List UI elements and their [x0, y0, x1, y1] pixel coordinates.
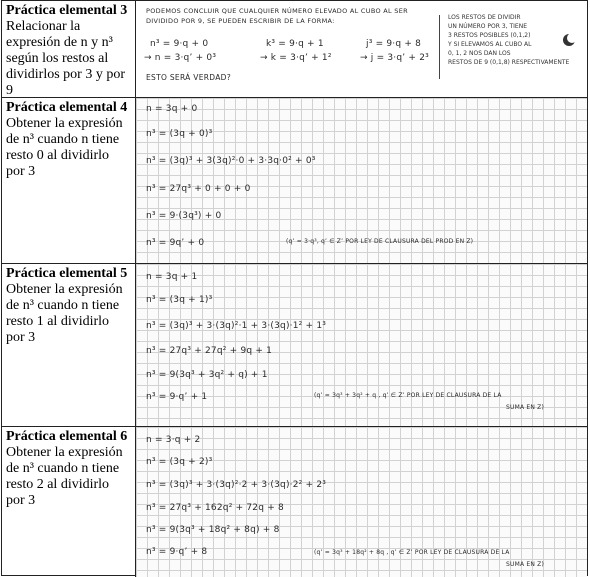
hw-line: n = 3·q + 2 [146, 435, 201, 445]
practice-row-5 [2, 264, 587, 427]
hw-line: n = 3q + 0 [146, 104, 198, 114]
hw-side-line: 3 RESTOS POSIBLES (0,1,2) [448, 32, 531, 39]
hw-line: n³ = 9·q’ + 1 [146, 392, 208, 402]
hw-line: n³ = 9(3q³ + 18q² + 8q) + 8 [146, 525, 280, 535]
practice-row-3 [2, 1, 587, 98]
practice-title: Práctica elemental 3 [6, 3, 128, 18]
hw-line: n³ = (3q)³ + 3·(3q)²·2 + 3·(3q)·2² + 2³ [146, 480, 327, 490]
hw-line: n³ = 27q³ + 162q² + 72q + 8 [146, 503, 284, 513]
hw-line: n³ = 9·(3q³) + 0 [146, 211, 222, 221]
hw-formula: j³ = 9·q + 8 [366, 39, 422, 49]
practice-description-cell [2, 427, 136, 577]
hw-formula: → j = 3·q’ + 2³ [360, 53, 429, 63]
hw-note: SUMA EN Z) [506, 404, 545, 411]
hw-question: ESTO SERÁ VERDAD? [146, 73, 231, 82]
hw-side-line: UN NÚMERO POR 3, TIENE [448, 23, 527, 30]
hw-side-line: RESTOS DE 9 (0,1,8) RESPECTIVAMENTE [448, 59, 570, 66]
hw-line: n³ = 27q³ + 0 + 0 + 0 [146, 184, 251, 194]
handwritten-work [136, 264, 587, 426]
practice-table [1, 0, 588, 576]
divider-line [439, 15, 440, 79]
hw-line: n³ = 9·q’ + 8 [146, 547, 208, 557]
handwritten-work [136, 98, 587, 263]
practice-description: Obtener la expresión de n³ cuando n tiene resto 1 al dividirlo por 3 [6, 282, 123, 345]
hw-side-line: 0, 1, 2 NOS DAN LOS [448, 50, 511, 57]
practice-title: Práctica elemental 5 [6, 266, 128, 281]
hw-side-line: Y SI ELEVAMOS AL CUBO AL [448, 41, 532, 48]
moon-icon [562, 33, 576, 47]
practice-description: Obtener la expresión de n³ cuando n tiene resto 0 al dividirlo por 3 [6, 116, 123, 179]
hw-formula: n³ = 9·q + 0 [150, 39, 209, 49]
practice-description-cell [2, 98, 136, 263]
handwritten-work [136, 427, 587, 577]
practice-description: Obtener la expresión de n³ cuando n tiene resto 2 al dividirlo por 3 [6, 445, 123, 508]
practice-description-cell [2, 1, 136, 97]
hw-formula: → k = 3·q’ + 1² [260, 53, 332, 63]
practice-row-4 [2, 98, 587, 264]
hw-line: n³ = 9(3q³ + 3q² + q) + 1 [146, 370, 268, 380]
hw-formula: k³ = 9·q + 1 [266, 39, 324, 49]
hw-line: n = 3q + 1 [146, 272, 198, 282]
hw-conclusion-line-1: PODEMOS CONCLUIR QUE CUALQUIER NÚMERO ELEVADO AL CUBO AL SER [146, 7, 408, 15]
hw-note: (q’ = 3q³ + 18q² + 8q , q’ ∈ Z’ POR LEY DE CLAUSURA DE LA [314, 549, 510, 556]
hw-line: n³ = (3q + 1)³ [146, 295, 213, 305]
hw-line: n³ = 9q’ + 0 [146, 238, 205, 248]
hw-line: n³ = (3q + 0)³ [146, 129, 213, 139]
practice-title: Práctica elemental 6 [6, 429, 128, 444]
hw-line: n³ = 27q³ + 27q² + 9q + 1 [146, 346, 273, 356]
hw-side-note [448, 13, 569, 67]
hw-side-line: LOS RESTOS DE DIVIDIR [448, 14, 521, 21]
hw-note: SUMA EN Z) [506, 561, 545, 568]
practice-description: Relacionar la expresión de n y n³ según los restos al dividirlos por 3 y por 9 [6, 19, 125, 98]
practice-description-cell [2, 264, 136, 426]
hw-formula: → n = 3·q’ + 0³ [144, 53, 217, 63]
hw-line: n³ = (3q)³ + 3(3q)²·0 + 3·3q·0² + 0³ [146, 156, 316, 166]
handwritten-work [136, 1, 587, 97]
hw-note: (q’ = 3q³ + 3q² + q , q’ ∈ Z’ POR LEY DE CLAUSURA DE LA [314, 392, 502, 399]
hw-line: n³ = (3q + 2)³ [146, 457, 213, 467]
hw-line: n³ = (3q)³ + 3·(3q)²·1 + 3·(3q)·1² + 1³ [146, 321, 327, 331]
hw-note: (q’ = 3·q³, q’ ∈ Z’ POR LEY DE CLAUSURA DEL PROD EN Z) [286, 238, 474, 245]
practice-title: Práctica elemental 4 [6, 100, 128, 115]
hw-conclusion-line-2: DIVIDIDO POR 9, SE PUEDEN ESCRIBIR DE LA FORMA: [146, 17, 335, 25]
practice-row-6 [2, 427, 587, 577]
